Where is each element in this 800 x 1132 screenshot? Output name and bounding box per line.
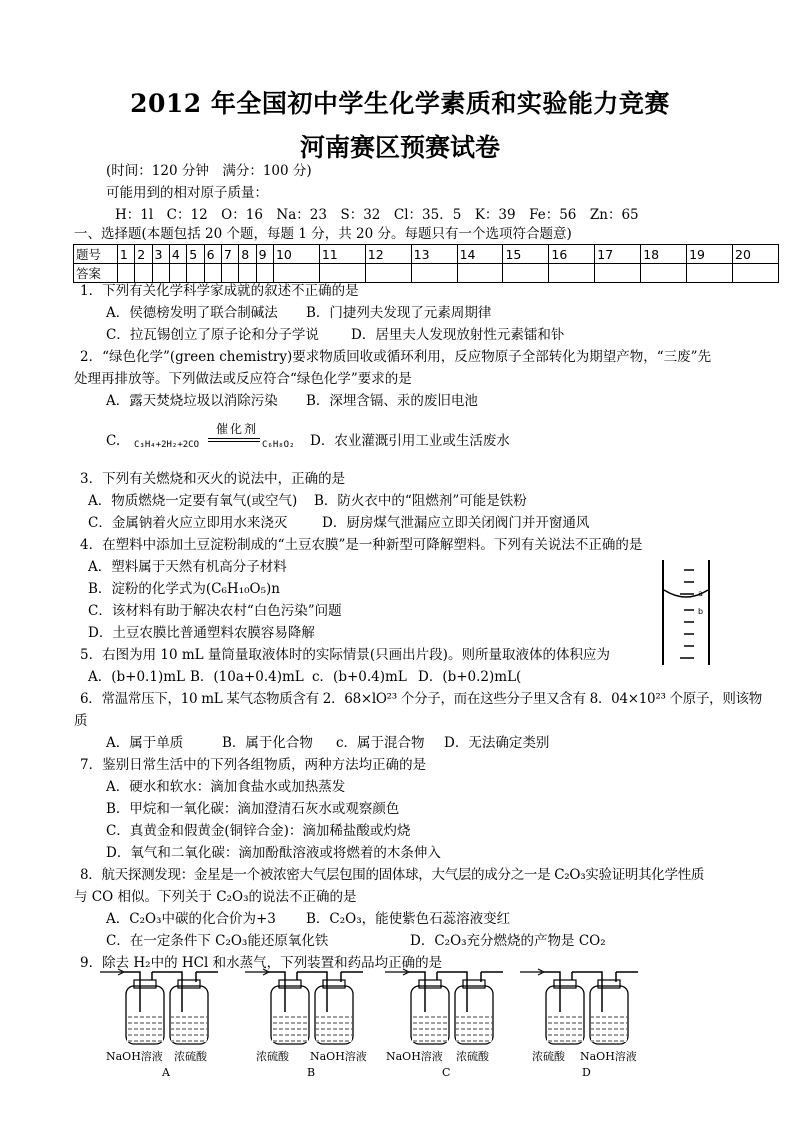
q1-stem: 1．下列有关化学科学家成就的叙述不正确的是 — [80, 283, 359, 299]
qnum-cell: 13 — [411, 245, 457, 264]
q2-option-c-label: C. — [106, 433, 121, 449]
answer-cell[interactable] — [411, 264, 457, 283]
apparatus-c-left-label: NaOH溶液 — [386, 1050, 443, 1063]
apparatus-d-right-label: NaOH溶液 — [580, 1050, 637, 1063]
row-label-question: 题号 — [74, 245, 118, 264]
qnum-cell: 18 — [641, 245, 687, 264]
q6-stem-line2: 质 — [74, 713, 88, 729]
apparatus-b — [245, 969, 363, 1044]
answer-cell[interactable] — [169, 264, 186, 283]
answer-cell[interactable] — [117, 264, 134, 283]
apparatus-a — [100, 969, 218, 1044]
apparatus-d-letter: D — [582, 1066, 591, 1079]
qnum-cell: 3 — [152, 245, 169, 264]
q7-option-b: B．甲烷和一氧化碳：滴加澄清石灰水或观察颜色 — [106, 801, 400, 817]
apparatus-d — [520, 969, 638, 1044]
section-heading: 一、选择题(本题包括 20 个题，每题 1 分，共 20 分。每题只有一个选项符合题意) — [74, 226, 572, 242]
apparatus-a-left-label: NaOH溶液 — [106, 1050, 163, 1063]
q8-option-d: D．C₂O₃充分燃烧的产物是 CO₂ — [410, 933, 606, 949]
q8-stem-line2: 与 CO 相似。下列关于 C₂O₃的说法不正确的是 — [74, 889, 357, 905]
q3-option-a: A．物质燃烧一定要有氧气(或空气) — [88, 493, 298, 509]
q5-option-a: A．(b+0.1)mL — [88, 669, 185, 685]
q3-option-d: D．厨房煤气泄漏应立即关闭阀门并开窗通风 — [322, 515, 590, 531]
answer-cell[interactable] — [204, 264, 221, 283]
row-label-answer: 答案 — [74, 264, 118, 283]
q8-option-c: C．在一定条件下 C₂O₃能还原氧化铁 — [106, 933, 329, 949]
qnum-cell: 4 — [169, 245, 186, 264]
apparatus-a-letter: A — [162, 1066, 170, 1079]
apparatus-c-right-label: 浓硫酸 — [456, 1050, 489, 1063]
exam-title: 2012 年全国初中学生化学素质和实验能力竞赛 — [130, 89, 670, 118]
qnum-cell: 9 — [256, 245, 273, 264]
q4-option-b: B．淀粉的化学式为(C₆H₁₀O₅)n — [88, 581, 280, 597]
qnum-cell: 2 — [135, 245, 152, 264]
q5-stem: 5．右图为用 10 mL 量筒量取液体时的实际情景(只画出片段)。则所量取液体的体积应为 — [80, 647, 610, 663]
qnum-cell: 8 — [239, 245, 256, 264]
q4-option-c: C．该材料有助于解决农村“白色污染”问题 — [88, 603, 342, 619]
qnum-cell: 1 — [117, 245, 134, 264]
apparatus-b-left-label: 浓硫酸 — [256, 1050, 289, 1063]
answer-cell[interactable] — [135, 264, 152, 283]
answer-cell[interactable] — [187, 264, 204, 283]
q3-option-c: C．金属钠着火应立即用水来浇灭 — [88, 515, 288, 531]
q2-stem-line1: 2．“绿色化学”(green chemistry)要求物质回收或循环利用，反应物原子全部转化为期望产物，“三废”先 — [80, 349, 712, 365]
q6-option-d: D．无法确定类别 — [444, 735, 550, 751]
reaction-arrow-line — [208, 438, 260, 439]
gas-washing-apparatus-figure — [100, 960, 660, 1085]
q1-option-d: D．居里夫人发现放射性元素镭和钋 — [351, 327, 565, 343]
apparatus-a-right-label: 浓硫酸 — [174, 1050, 207, 1063]
q3-option-b: B．防火衣中的“阻燃剂”可能是铁粉 — [314, 493, 527, 509]
qnum-cell: 6 — [204, 245, 221, 264]
qnum-cell: 20 — [733, 245, 779, 264]
atomic-mass-list: H：1l C：12 O：16 Na：23 S：32 Cl：35．5 K：39 Fe：56 Zn：65 — [115, 207, 639, 223]
q7-option-c: C．真黄金和假黄金(铜锌合金)：滴加稀盐酸或灼烧 — [106, 823, 411, 839]
q5-option-c: c．(b+0.4)mL — [312, 669, 407, 685]
q1-option-c: C．拉瓦锡创立了原子论和分子学说 — [106, 327, 319, 343]
q7-stem: 7．鉴别日常生活中的下列各组物质，两种方法均正确的是 — [80, 757, 427, 773]
reaction-arrow-line — [208, 441, 260, 442]
q6-option-b: B．属于化合物 — [222, 735, 313, 751]
answer-cell[interactable] — [457, 264, 503, 283]
q2-product: C₆H₈O₂ — [262, 440, 295, 450]
q7-option-d: D．氧气和二氧化碳：滴加酚酞溶液或将燃着的木条伸入 — [106, 845, 441, 861]
answer-cell[interactable] — [687, 264, 733, 283]
exam-subtitle: 河南赛区预赛试卷 — [299, 133, 500, 162]
qnum-cell: 12 — [365, 245, 411, 264]
qnum-cell: 17 — [595, 245, 641, 264]
answer-cell[interactable] — [503, 264, 549, 283]
q8-option-a: A．C₂O₃中碳的化合价为+3 — [106, 911, 276, 927]
q8-stem-line1: 8．航天探测发现：金星是一个被浓密大气层包围的固体球，大气层的成分之一是 C₂O₃实验证明其化学性质 — [80, 867, 705, 883]
apparatus-d-left-label: 浓硫酸 — [532, 1050, 565, 1063]
answer-cell[interactable] — [273, 264, 319, 283]
q4-option-d: D．土豆农膜比普通塑料农膜容易降解 — [88, 625, 315, 641]
q5-option-b: B．(10a+0.4)mL — [190, 669, 304, 685]
apparatus-b-letter: B — [307, 1066, 316, 1079]
q4-option-a: A．塑料属于天然有机高分子材料 — [88, 559, 287, 575]
q6-option-a: A．属于单质 — [106, 735, 184, 751]
qnum-cell: 15 — [503, 245, 549, 264]
answer-cell[interactable] — [365, 264, 411, 283]
answer-table-answer-row — [74, 264, 779, 283]
apparatus-b-right-label: NaOH溶液 — [310, 1050, 367, 1063]
q2-stem-line2: 处理再排放等。下列做法或反应符合“绿色化学”要求的是 — [74, 371, 412, 387]
q2-reactants: C₃H₄+2H₂+2CO — [134, 440, 200, 450]
q4-stem: 4．在塑料中添加土豆淀粉制成的“土豆农膜”是一种新型可降解塑料。下列有关说法不正确的是 — [80, 537, 643, 553]
answer-cell[interactable] — [152, 264, 169, 283]
qnum-cell: 11 — [319, 245, 365, 264]
q8-option-b: B．C₂O₃，能使紫色石蕊溶液变红 — [306, 911, 511, 927]
answer-table — [73, 244, 779, 283]
answer-cell[interactable] — [256, 264, 273, 283]
answer-cell[interactable] — [319, 264, 365, 283]
q2-catalyst-label: 催化剂 — [216, 422, 259, 436]
answer-cell[interactable] — [549, 264, 595, 283]
answer-cell[interactable] — [595, 264, 641, 283]
q2-option-a: A．露天焚烧垃圾以消除污染 — [106, 393, 278, 409]
qnum-cell: 7 — [221, 245, 238, 264]
apparatus-c — [385, 969, 503, 1044]
answer-cell[interactable] — [221, 264, 238, 283]
q6-option-c: c．属于混合物 — [336, 735, 425, 751]
q9-stem: 9．除去 H₂中的 HCl 和水蒸气，下列装置和药品均正确的是 — [80, 955, 443, 971]
q7-option-a: A．硬水和软水：滴加食盐水或加热蒸发 — [106, 779, 346, 795]
q2-option-d: D．农业灌溉引用工业或生活废水 — [310, 433, 510, 449]
answer-cell[interactable] — [733, 264, 779, 283]
q3-stem: 3．下列有关燃烧和灭火的说法中，正确的是 — [80, 471, 346, 487]
cylinder-label-a: a — [698, 589, 703, 598]
answer-table-number-row — [74, 245, 779, 264]
qnum-cell: 16 — [549, 245, 595, 264]
q1-option-b: B．门捷列夫发现了元素周期律 — [306, 305, 492, 321]
qnum-cell: 14 — [457, 245, 503, 264]
q1-option-a: A．侯德榜发明了联合制碱法 — [106, 305, 278, 321]
q6-stem-line1: 6．常温常压下，10 mL 某气态物质含有 2．68×lO²³ 个分子，而在这些分子里又含有 8．04×10²³ 个原子，则该物 — [80, 691, 762, 707]
cylinder-label-b: b — [698, 607, 704, 616]
answer-cell[interactable] — [239, 264, 256, 283]
graduated-cylinder-figure — [660, 560, 712, 665]
apparatus-c-letter: C — [442, 1066, 451, 1079]
atomic-mass-intro: 可能用到的相对原子质量： — [106, 185, 268, 201]
q2-option-b: B．深埋含镉、汞的废旧电池 — [306, 393, 478, 409]
apparatus-labels — [106, 1049, 637, 1079]
qnum-cell: 10 — [273, 245, 319, 264]
qnum-cell: 5 — [187, 245, 204, 264]
answer-cell[interactable] — [641, 264, 687, 283]
time-info: (时间：120 分钟 满分：100 分) — [106, 163, 312, 179]
qnum-cell: 19 — [687, 245, 733, 264]
q5-option-d: D．(b+0.2)mL( — [418, 669, 522, 685]
